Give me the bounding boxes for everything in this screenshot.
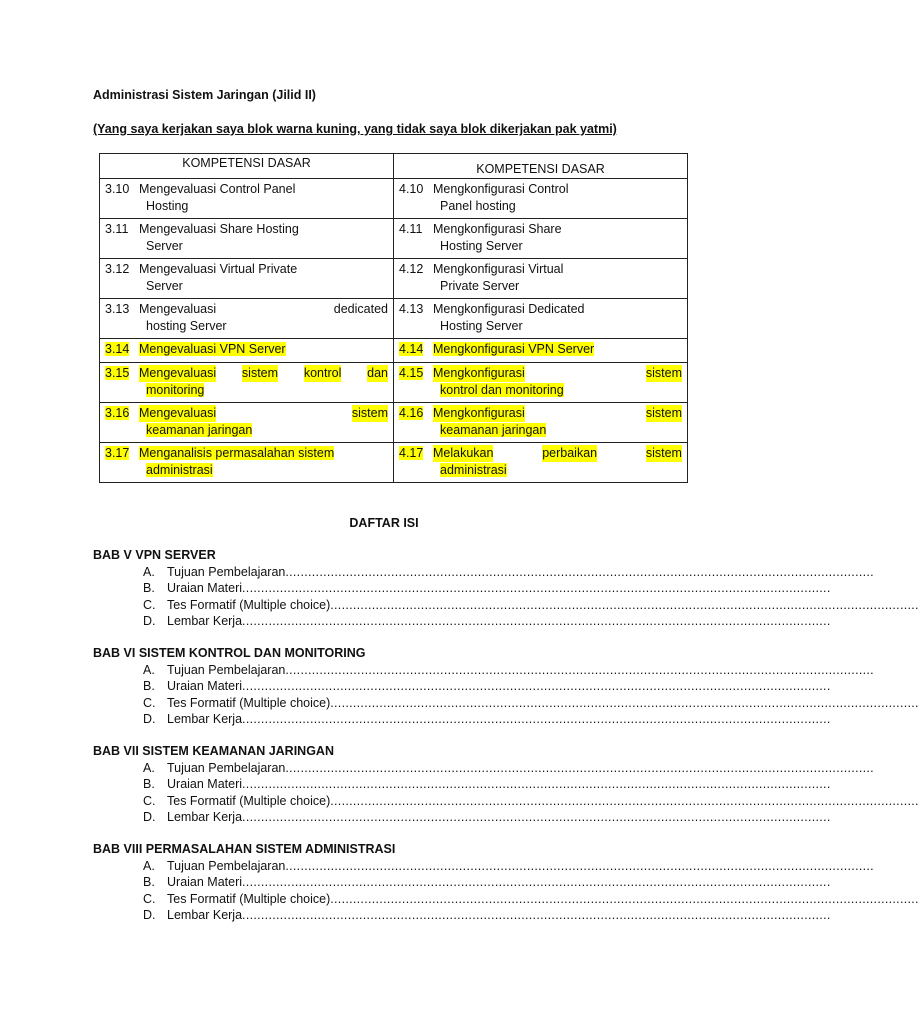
competency-text bbox=[433, 365, 682, 382]
competency-number-text: 4.11 bbox=[399, 222, 423, 236]
competency-number bbox=[399, 221, 433, 238]
competency-number-text: 4.15 bbox=[399, 366, 424, 380]
table-header-row bbox=[100, 154, 688, 179]
toc-item-letter: D. bbox=[143, 809, 156, 824]
chapter-heading: BAB VII SISTEM KEAMANAN JARINGAN bbox=[93, 744, 334, 758]
competency-text bbox=[139, 445, 388, 462]
toc-item-letter: D. bbox=[143, 907, 156, 922]
competency-line-2 bbox=[399, 238, 682, 255]
competency-line-2 bbox=[399, 382, 682, 399]
toc-item-label: Lembar Kerja bbox=[167, 809, 243, 824]
competency-word: perbaikan bbox=[542, 446, 598, 460]
competency-line bbox=[399, 365, 682, 382]
toc-item-leader: ............................................................................................................................................................ bbox=[330, 695, 919, 710]
competency-number-text: 3.11 bbox=[105, 222, 129, 236]
competency-word: Mengevaluasi bbox=[139, 302, 217, 316]
competency-number bbox=[105, 365, 139, 382]
competency-text-line1: Menganalisis permasalahan sistem bbox=[139, 446, 335, 460]
competency-line-2 bbox=[105, 318, 388, 335]
competency-line bbox=[105, 181, 388, 198]
competency-text-line2: keamanan jaringan bbox=[146, 423, 253, 437]
competency-line bbox=[399, 301, 682, 318]
left-competency bbox=[105, 261, 388, 295]
competency-number bbox=[399, 405, 433, 422]
toc-item-letter: C. bbox=[143, 891, 156, 906]
right-competency bbox=[399, 445, 682, 479]
table-cell-left bbox=[100, 403, 394, 443]
table-cell-left bbox=[100, 363, 394, 403]
left-competency bbox=[105, 365, 388, 399]
toc-item[interactable] bbox=[143, 663, 874, 677]
toc-item-label: Tes Formatif (Multiple choice) bbox=[167, 695, 331, 710]
table-cell-left bbox=[100, 299, 394, 339]
competency-text-line2: hosting Server bbox=[146, 319, 227, 333]
competency-word: dan bbox=[367, 366, 388, 380]
competency-line bbox=[399, 221, 682, 238]
competency-word: kontrol bbox=[303, 366, 342, 380]
toc-item-leader: ............................................................................................................................................................ bbox=[242, 711, 831, 726]
left-competency bbox=[105, 405, 388, 439]
toc-item-label: Lembar Kerja bbox=[167, 613, 243, 628]
right-competency bbox=[399, 261, 682, 295]
competency-line-2 bbox=[105, 278, 388, 295]
competency-line-2 bbox=[399, 462, 682, 479]
competency-number bbox=[105, 181, 139, 198]
competency-line bbox=[105, 365, 388, 382]
toc-item-label: Tes Formatif (Multiple choice) bbox=[167, 793, 331, 808]
toc-item[interactable] bbox=[143, 613, 831, 628]
competency-text-line2: kontrol dan monitoring bbox=[440, 383, 564, 397]
competency-number bbox=[399, 445, 433, 462]
toc-item-label: Uraian Materi bbox=[167, 777, 243, 792]
toc-item-leader: ............................................................................................................................................................ bbox=[330, 597, 919, 612]
competency-line-2 bbox=[399, 278, 682, 295]
competency-line-2 bbox=[399, 422, 682, 439]
competency-line bbox=[105, 301, 388, 318]
document-title: Administrasi Sistem Jaringan (Jilid II) bbox=[93, 88, 316, 102]
table-cell-right bbox=[394, 339, 688, 363]
competency-text bbox=[139, 221, 388, 238]
competency-word: Mengkonfigurasi bbox=[433, 406, 525, 420]
toc-item-letter: B. bbox=[143, 581, 155, 596]
competency-line bbox=[399, 261, 682, 278]
competency-number-text: 4.13 bbox=[399, 302, 424, 316]
toc-item-letter: A. bbox=[143, 761, 155, 775]
competency-text-line2: administrasi bbox=[440, 463, 507, 477]
competency-line bbox=[105, 341, 388, 358]
table-row bbox=[100, 339, 688, 363]
competency-text bbox=[139, 181, 388, 198]
toc-item[interactable] bbox=[143, 695, 919, 710]
competency-number-text: 3.12 bbox=[105, 262, 130, 276]
competency-number-text: 4.14 bbox=[399, 342, 424, 356]
table-row bbox=[100, 219, 688, 259]
left-competency bbox=[105, 341, 388, 358]
table-cell-right bbox=[394, 443, 688, 483]
competency-line-2 bbox=[105, 422, 388, 439]
competency-word: Melakukan bbox=[433, 446, 494, 460]
toc-item-letter: D. bbox=[143, 613, 156, 628]
table-row bbox=[100, 179, 688, 219]
competency-text-line2: Server bbox=[146, 279, 183, 293]
left-competency bbox=[105, 301, 388, 335]
competency-number-text: 4.12 bbox=[399, 262, 424, 276]
competency-number-text: 3.10 bbox=[105, 182, 130, 196]
table-row bbox=[100, 403, 688, 443]
competency-text bbox=[433, 341, 682, 358]
competency-word: sistem bbox=[645, 366, 682, 380]
competency-number bbox=[105, 261, 139, 278]
toc-item-leader: ............................................................................................................................................................ bbox=[242, 907, 831, 922]
left-competency bbox=[105, 181, 388, 215]
competency-number-text: 3.13 bbox=[105, 302, 130, 316]
competency-number bbox=[399, 261, 433, 278]
competency-number bbox=[105, 405, 139, 422]
competency-text-line1: Mengevaluasi Share Hosting bbox=[139, 222, 299, 236]
competency-text-line2: Hosting bbox=[146, 199, 189, 213]
table-cell-right bbox=[394, 259, 688, 299]
header-left: KOMPETENSI DASAR bbox=[100, 154, 394, 179]
toc-item-leader: ............................................................................................................................................................ bbox=[242, 809, 831, 824]
competency-text-line2: Panel hosting bbox=[440, 199, 516, 213]
competency-word: dedicated bbox=[333, 302, 388, 316]
toc-item[interactable] bbox=[143, 891, 919, 906]
competency-word: Mengkonfigurasi bbox=[433, 366, 525, 380]
toc-item-label: Tes Formatif (Multiple choice) bbox=[167, 891, 331, 906]
toc-item-letter: C. bbox=[143, 597, 156, 612]
competency-text bbox=[433, 301, 682, 318]
table-row bbox=[100, 259, 688, 299]
competency-word: sistem bbox=[351, 406, 388, 420]
left-competency bbox=[105, 445, 388, 479]
competency-line-2 bbox=[105, 382, 388, 399]
competency-line bbox=[105, 445, 388, 462]
chapter-heading: BAB VI SISTEM KONTROL DAN MONITORING bbox=[93, 646, 366, 660]
table-row bbox=[100, 443, 688, 483]
table-cell-left bbox=[100, 259, 394, 299]
table-cell-right bbox=[394, 219, 688, 259]
competency-line bbox=[105, 261, 388, 278]
competency-text-line2: monitoring bbox=[146, 383, 205, 397]
competency-text-line1: Mengkonfigurasi Dedicated bbox=[433, 302, 585, 316]
competency-number-text: 4.10 bbox=[399, 182, 424, 196]
toc-item-leader: ............................................................................................................................................................ bbox=[285, 565, 874, 579]
competency-line bbox=[105, 405, 388, 422]
competency-number bbox=[105, 221, 139, 238]
competency-text-line2: Hosting Server bbox=[440, 239, 523, 253]
competency-number-text: 3.16 bbox=[105, 406, 130, 420]
toc-item-leader: ............................................................................................................................................................ bbox=[242, 581, 831, 596]
toc-item[interactable] bbox=[143, 907, 831, 922]
toc-item-letter: B. bbox=[143, 875, 155, 890]
toc-item-leader: ............................................................................................................................................................ bbox=[330, 891, 919, 906]
competency-text bbox=[433, 221, 682, 238]
competency-text-line1: Mengkonfigurasi VPN Server bbox=[433, 342, 595, 356]
table-cell-right bbox=[394, 179, 688, 219]
toc-item-letter: B. bbox=[143, 679, 155, 694]
competency-word: Mengevaluasi bbox=[139, 366, 217, 380]
competency-word: sistem bbox=[241, 366, 279, 380]
table-cell-left bbox=[100, 443, 394, 483]
competency-text bbox=[139, 405, 388, 422]
competency-table bbox=[99, 153, 688, 483]
competency-line bbox=[399, 405, 682, 422]
toc-item-leader: ............................................................................................................................................................ bbox=[242, 679, 831, 694]
right-competency bbox=[399, 365, 682, 399]
competency-number-text: 3.17 bbox=[105, 446, 130, 460]
competency-line-2 bbox=[399, 318, 682, 335]
table-cell-left bbox=[100, 219, 394, 259]
right-competency bbox=[399, 301, 682, 335]
toc-item-letter: A. bbox=[143, 565, 155, 579]
toc-item-leader: ............................................................................................................................................................ bbox=[242, 777, 831, 792]
table-cell-left bbox=[100, 179, 394, 219]
competency-line bbox=[399, 181, 682, 198]
toc-item[interactable] bbox=[143, 565, 874, 579]
competency-text-line1: Mengkonfigurasi Share bbox=[433, 222, 562, 236]
right-competency bbox=[399, 181, 682, 215]
toc-item[interactable] bbox=[143, 679, 831, 694]
competency-text-line2: keamanan jaringan bbox=[440, 423, 547, 437]
competency-text-line2: Server bbox=[146, 239, 183, 253]
chapter-heading: BAB VIII PERMASALAHAN SISTEM ADMINISTRASI bbox=[93, 842, 396, 856]
competency-number bbox=[399, 365, 433, 382]
competency-line-2 bbox=[105, 198, 388, 215]
competency-line bbox=[399, 445, 682, 462]
toc-item-label: Tujuan Pembelajaran bbox=[167, 565, 286, 579]
left-competency bbox=[105, 221, 388, 255]
competency-text-line1: Mengevaluasi VPN Server bbox=[139, 342, 286, 356]
right-competency bbox=[399, 221, 682, 255]
competency-number bbox=[105, 341, 139, 358]
competency-text-line2: Hosting Server bbox=[440, 319, 523, 333]
toc-item-label: Uraian Materi bbox=[167, 679, 243, 694]
competency-number bbox=[105, 445, 139, 462]
competency-text bbox=[433, 445, 682, 462]
toc-item-label: Uraian Materi bbox=[167, 875, 243, 890]
toc-item-label: Tujuan Pembelajaran bbox=[167, 859, 286, 873]
competency-number-text: 4.16 bbox=[399, 406, 424, 420]
table-row bbox=[100, 363, 688, 403]
table-cell-right bbox=[394, 299, 688, 339]
toc-item-label: Lembar Kerja bbox=[167, 711, 243, 726]
toc-item-letter: C. bbox=[143, 695, 156, 710]
toc-item-label: Tes Formatif (Multiple choice) bbox=[167, 597, 331, 612]
competency-word: Mengevaluasi bbox=[139, 406, 217, 420]
toc-item[interactable] bbox=[143, 597, 919, 612]
right-competency bbox=[399, 405, 682, 439]
table-cell-right bbox=[394, 403, 688, 443]
competency-word: sistem bbox=[645, 406, 682, 420]
toc-item-leader: ............................................................................................................................................................ bbox=[330, 793, 919, 808]
competency-line bbox=[105, 221, 388, 238]
competency-number-text: 3.14 bbox=[105, 342, 130, 356]
competency-text-line1: Mengevaluasi Virtual Private bbox=[139, 262, 298, 276]
toc-item-letter: D. bbox=[143, 711, 156, 726]
toc-item[interactable] bbox=[143, 761, 874, 775]
toc-item-label: Lembar Kerja bbox=[167, 907, 243, 922]
competency-text-line2: administrasi bbox=[146, 463, 213, 477]
toc-item-leader: ............................................................................................................................................................ bbox=[285, 663, 874, 677]
toc-item-letter: A. bbox=[143, 859, 155, 873]
competency-number-text: 3.15 bbox=[105, 366, 130, 380]
table-cell-right bbox=[394, 363, 688, 403]
competency-number-text: 4.17 bbox=[399, 446, 424, 460]
competency-text bbox=[139, 261, 388, 278]
right-competency bbox=[399, 341, 682, 358]
toc-item[interactable] bbox=[143, 875, 831, 890]
competency-line-2 bbox=[105, 462, 388, 479]
competency-text-line1: Mengkonfigurasi Virtual bbox=[433, 262, 564, 276]
competency-line-2 bbox=[105, 238, 388, 255]
table-cell-left bbox=[100, 339, 394, 363]
toc-item[interactable] bbox=[143, 859, 874, 873]
toc-item-leader: ............................................................................................................................................................ bbox=[242, 613, 831, 628]
toc-title: DAFTAR ISI bbox=[349, 516, 419, 530]
competency-text-line1: Mengevaluasi Control Panel bbox=[139, 182, 296, 196]
competency-line-2 bbox=[399, 198, 682, 215]
toc-item[interactable] bbox=[143, 809, 831, 824]
competency-number bbox=[399, 301, 433, 318]
competency-number bbox=[399, 341, 433, 358]
competency-text bbox=[433, 405, 682, 422]
toc-item-leader: ............................................................................................................................................................ bbox=[242, 875, 831, 890]
competency-text bbox=[433, 261, 682, 278]
competency-text bbox=[139, 301, 388, 318]
toc-item[interactable] bbox=[143, 581, 831, 596]
competency-number bbox=[105, 301, 139, 318]
toc-item-label: Uraian Materi bbox=[167, 581, 243, 596]
competency-word: sistem bbox=[645, 446, 682, 460]
toc-item-letter: B. bbox=[143, 777, 155, 792]
toc-item-letter: A. bbox=[143, 663, 155, 677]
competency-text bbox=[139, 365, 388, 382]
competency-text-line1: Mengkonfigurasi Control bbox=[433, 182, 569, 196]
toc-item[interactable] bbox=[143, 777, 831, 792]
competency-text bbox=[433, 181, 682, 198]
toc-item[interactable] bbox=[143, 711, 831, 726]
toc-item-leader: ............................................................................................................................................................ bbox=[285, 761, 874, 775]
highlight-note: (Yang saya kerjakan saya blok warna kuning, yang tidak saya blok dikerjakan pak yatmi) bbox=[93, 122, 617, 136]
competency-text bbox=[139, 341, 388, 358]
toc-item[interactable] bbox=[143, 793, 919, 808]
toc-item-letter: C. bbox=[143, 793, 156, 808]
competency-number bbox=[399, 181, 433, 198]
competency-line bbox=[399, 341, 682, 358]
toc-item-leader: ............................................................................................................................................................ bbox=[285, 859, 874, 873]
header-right: KOMPETENSI DASAR bbox=[394, 154, 688, 179]
chapter-heading: BAB V VPN SERVER bbox=[93, 548, 216, 562]
table-row bbox=[100, 299, 688, 339]
toc-item-label: Tujuan Pembelajaran bbox=[167, 663, 286, 677]
competency-text-line2: Private Server bbox=[440, 279, 520, 293]
toc-item-label: Tujuan Pembelajaran bbox=[167, 761, 286, 775]
